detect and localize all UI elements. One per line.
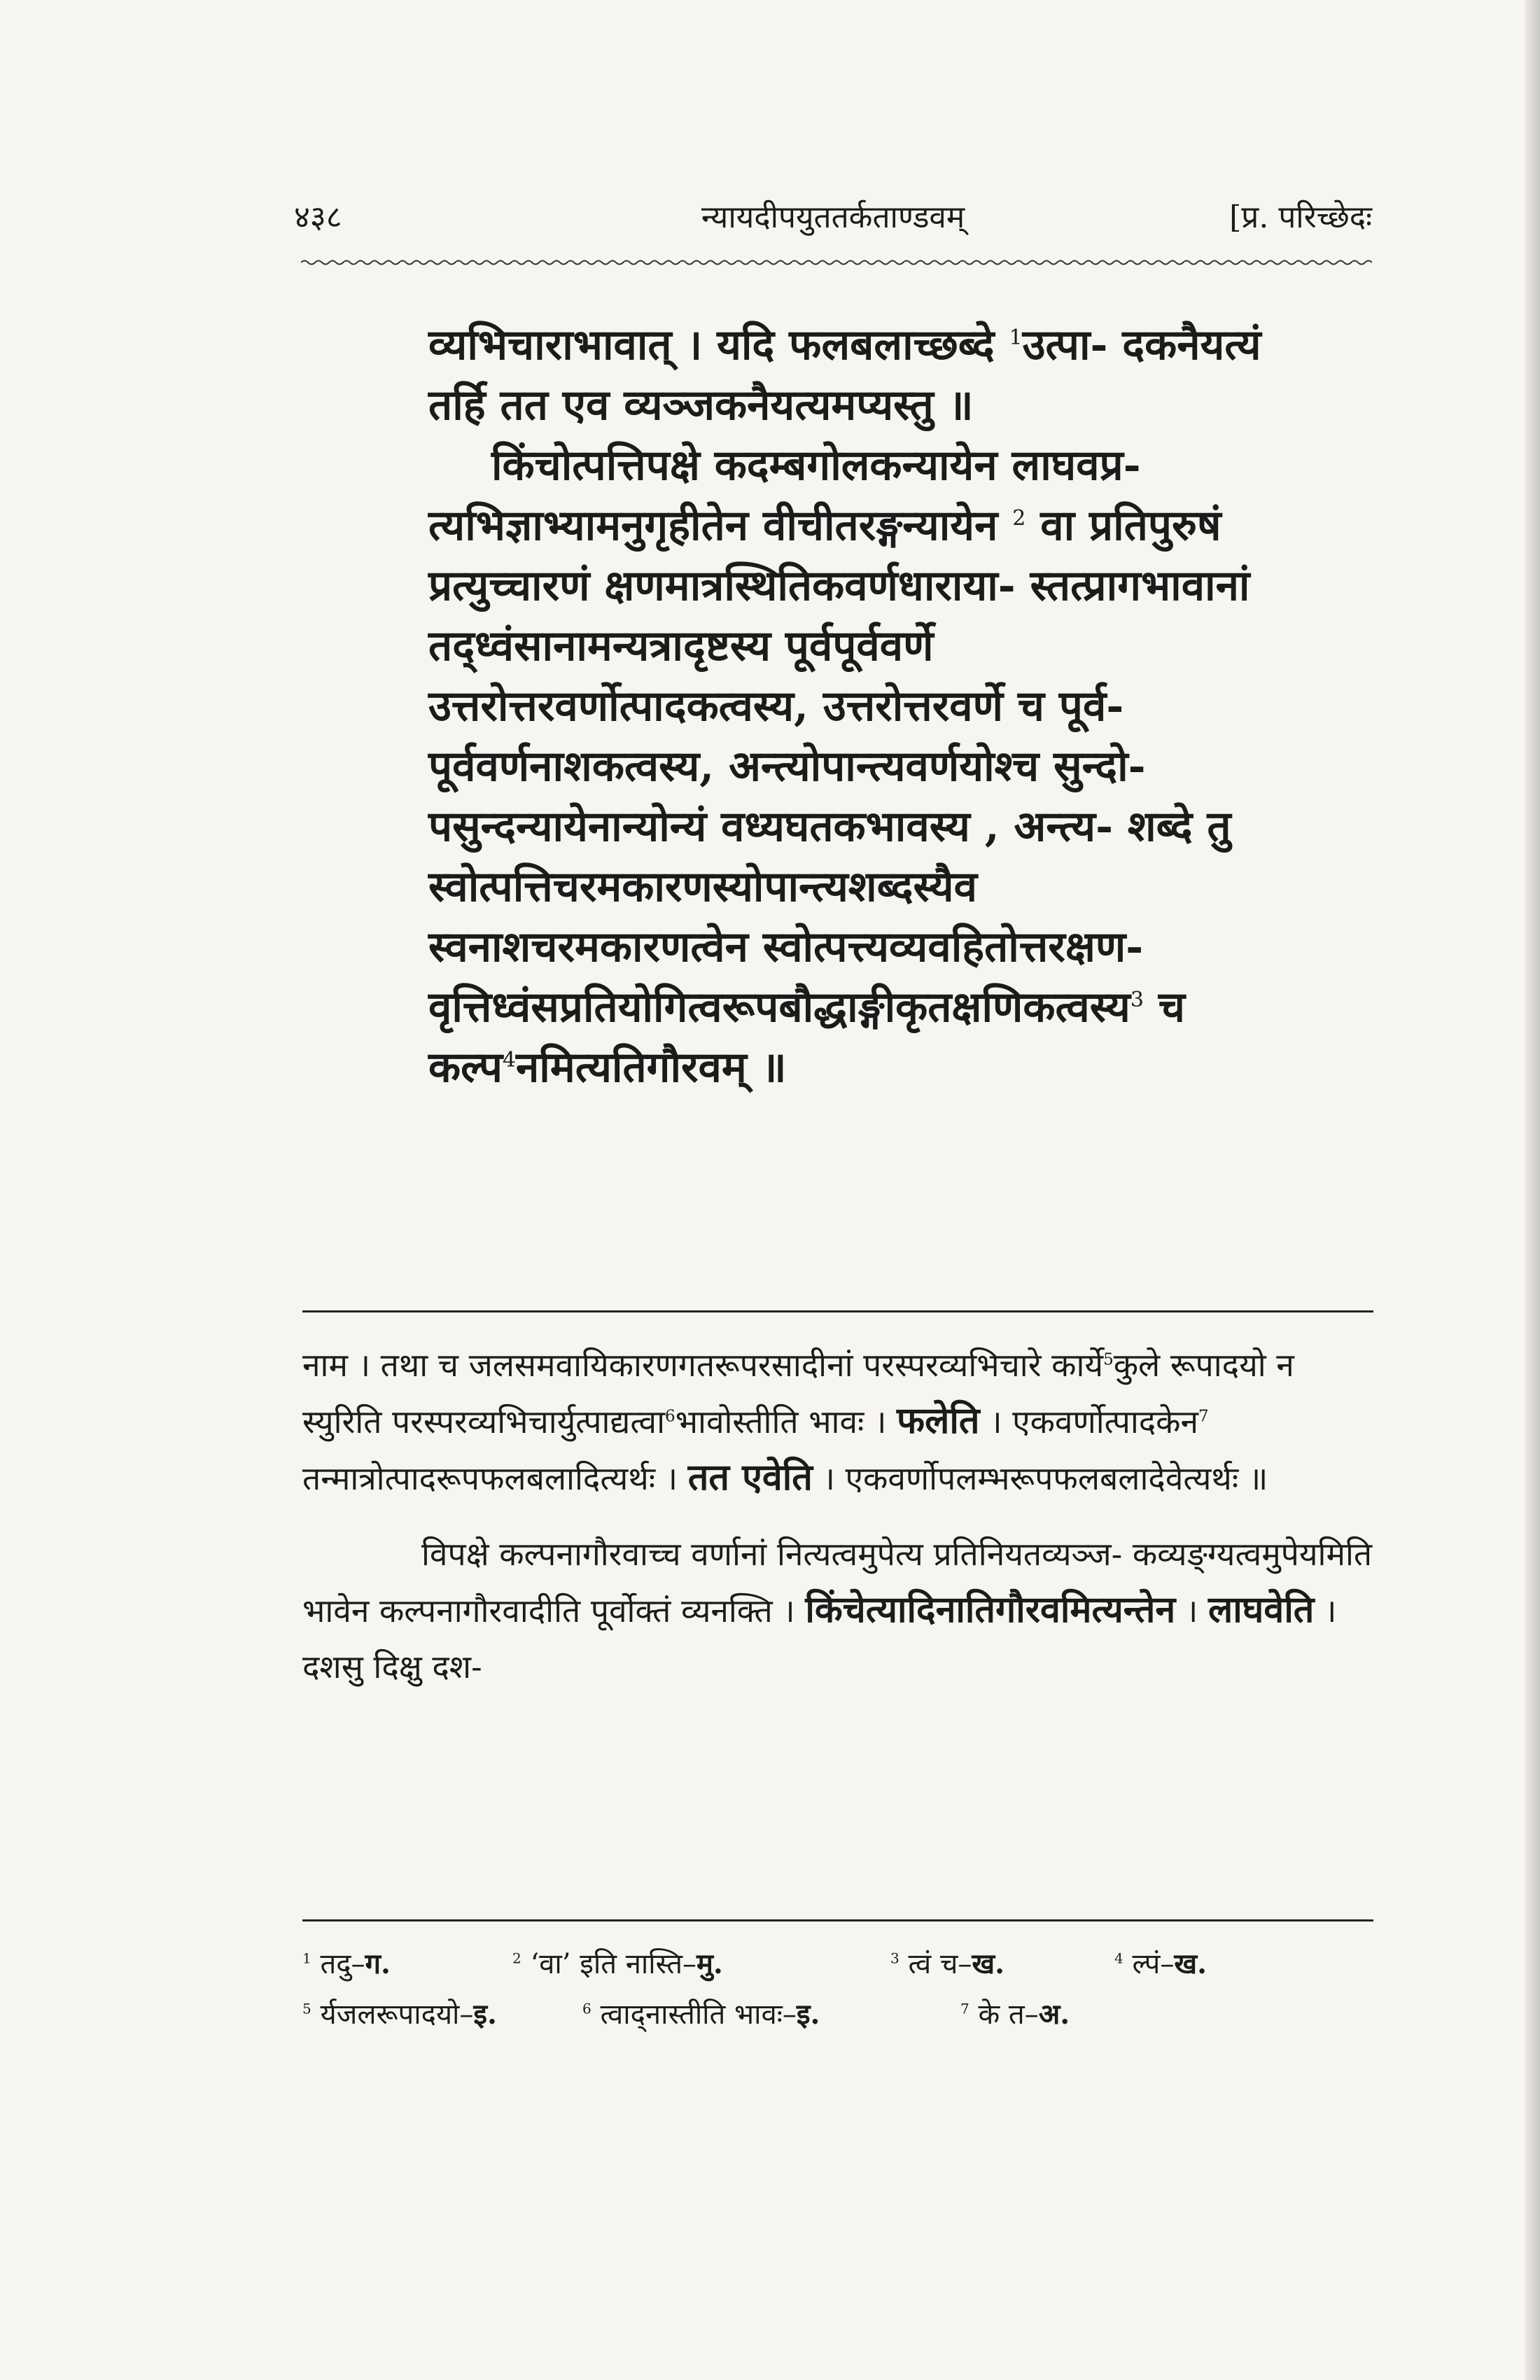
footnote-ref-2: 2: [1012, 506, 1026, 531]
footnote-siglum: ग.: [365, 1947, 391, 1980]
footnote-num: 7: [960, 2000, 969, 2017]
commentary-span: कुले रूपादयो न स्युरिति परस्परव्यभिचार्युत्पाद्यत्वा: [302, 1346, 1294, 1441]
footnote-num: 5: [302, 2000, 312, 2017]
footnote-num: 6: [582, 2000, 592, 2017]
commentary-text: [302, 1337, 1373, 1695]
footnote-ref-7: 7: [1198, 1407, 1209, 1426]
footnote-num: 1: [302, 1949, 312, 1967]
running-header: [294, 188, 1372, 244]
footnote-3: [890, 1939, 1114, 1989]
main-text-span: नमित्यतिगौरवम् ॥: [516, 1043, 787, 1092]
footnote-siglum: इ.: [473, 1998, 497, 2031]
footnote-5: [302, 1989, 582, 2040]
page-number: ४३८: [294, 200, 342, 235]
lemma: किंचेत्यादिनातिगौरवमित्यन्तेन: [805, 1588, 1176, 1631]
page-edge: [1525, 0, 1540, 2380]
commentary-divider: [302, 1310, 1373, 1312]
footnote-siglum: मु.: [696, 1947, 723, 1980]
commentary-span: तन्मात्रोत्पादरूपफलबलादित्यर्थः ।: [302, 1460, 688, 1497]
commentary-span: भावोस्तीति भावः ।: [675, 1403, 897, 1441]
main-text-span: किंचोत्पत्तिपक्षे कदम्बगोलकन्यायेन लाघवप्र- त्यभिज्ञाभ्यामनुगृहीतेन वीचीतरङ्गन्यायेन: [428, 441, 1141, 550]
main-text-span: दकनैयत्यं तर्हि तत एव व्यञ्जकनैयत्यमप्यस्तु ॥: [428, 321, 1261, 430]
chapter-label: [प्र. परिच्छेदः: [1229, 200, 1372, 235]
lemma: तत एवेति: [687, 1456, 813, 1499]
footnote-row-1: [302, 1939, 1373, 1989]
footnote-row-2: [302, 1989, 1373, 2040]
main-paragraph-2: [428, 435, 1289, 1098]
header-wavy-rule: [301, 258, 1372, 267]
commentary-span: ।: [1175, 1592, 1208, 1630]
footnote-num: 3: [890, 1949, 899, 1967]
lemma: फलेति: [897, 1399, 980, 1442]
footnote-2: [512, 1939, 890, 1989]
main-text-span: उत्पा-: [1022, 321, 1108, 370]
commentary-span: । एकवर्णोत्पादकेन: [979, 1403, 1199, 1441]
footnote-4: [1114, 1939, 1207, 1989]
footnote-divider: [302, 1919, 1373, 1921]
main-text-span: वा प्रतिपुरुषं प्रत्युच्चारणं क्षणमात्रस्थितिकवर्णधाराया- स्तत्प्रागभावानां तद्ध्वंसानामन्यत्रादृष्टस्य पूर्वपूर्ववर्णे उत्तरोत्तरवर्णोत्पादकत्वस्य, उत्तरोत्तरवर्णे च पूर्व- पूर्ववर्णनाशकत्वस्य, अन्त्योपान्त्यवर्णयोश्च सुन्दो- पसुन्दन्यायेनान्योन्यं वध्यघतकभावस्य , अन्त्य- शब्दे तु स्वोत्पत्तिचरमकारणस्योपान्त्यशब्दस्यैव स्वनाशचरमकारणत्वेन स्वोत्पत्त्यव्यवहितोत्तरक्षण- वृत्तिध्वंसप्रतियोगित्वरूपबौद्धाङ्गीकृतक्षणिकत्वस्य: [428, 501, 1250, 1032]
footnote-ref-3: 3: [1130, 988, 1144, 1012]
footnote-siglum: इ.: [796, 1998, 820, 2031]
footnote-6: [582, 1989, 960, 2040]
footnote-text: त्वं च–: [908, 1948, 972, 1980]
footnote-num: 2: [512, 1949, 522, 1967]
footnote-num: 4: [1114, 1949, 1124, 1967]
lemma: लाघवेति: [1208, 1588, 1315, 1631]
footnote-ref-5: 5: [1103, 1350, 1114, 1369]
footnote-siglum: ख.: [972, 1947, 1005, 1980]
footnote-1: [302, 1939, 512, 1989]
commentary-span: । दशसु दिक्षु दश-: [302, 1592, 1337, 1686]
footnote-ref-1: 1: [1009, 326, 1023, 350]
footnote-siglum: अ.: [1038, 1998, 1070, 2031]
footnote-text: ल्पं–: [1132, 1948, 1175, 1980]
footnote-ref-6: 6: [665, 1407, 676, 1426]
commentary-span: नाम । तथा च जलसमवायिकारणगतरूपरसादीनां परस्परव्यभिचारे कार्ये: [302, 1346, 1104, 1384]
main-text-span: च कल्प: [428, 983, 1185, 1092]
footnote-text: तदु–: [320, 1948, 365, 1980]
footnote-text: के त–: [978, 1998, 1039, 2031]
commentary-span: । एकवर्णोपलम्भरूपफलबलादेवेत्यर्थः ॥: [812, 1460, 1268, 1497]
footnote-ref-4: 4: [502, 1048, 516, 1072]
main-text-span: व्यभिचाराभावात् । यदि फलबलाच्छब्दे: [428, 321, 1009, 370]
commentary-span: विपक्षे कल्पनागौरवाच्च वर्णानां नित्यत्वमुपेत्य प्रतिनियतव्यञ्ज- कव्यङ्ग्यत्वमुपेयमिति भावेन कल्पनागौरवादीति पूर्वोक्तं व्यनक्ति ।: [302, 1535, 1373, 1630]
footnote-7: [960, 1989, 1070, 2040]
commentary-paragraph-2: [302, 1526, 1373, 1695]
footnote-text: त्वाद्नास्तीति भावः–: [600, 1998, 797, 2031]
main-paragraph-1: [428, 315, 1289, 435]
footnotes: [302, 1939, 1373, 2040]
commentary-paragraph-1: [302, 1337, 1373, 1506]
main-text: [428, 315, 1289, 1098]
book-title: न्यायदीपयुततर्कताण्डवम्: [701, 200, 965, 235]
footnote-text: र्यजलरूपादयो–: [320, 1998, 474, 2031]
footnote-text: ‘वा’ इति नास्ति–: [530, 1948, 696, 1980]
footnote-siglum: ख.: [1174, 1947, 1207, 1980]
